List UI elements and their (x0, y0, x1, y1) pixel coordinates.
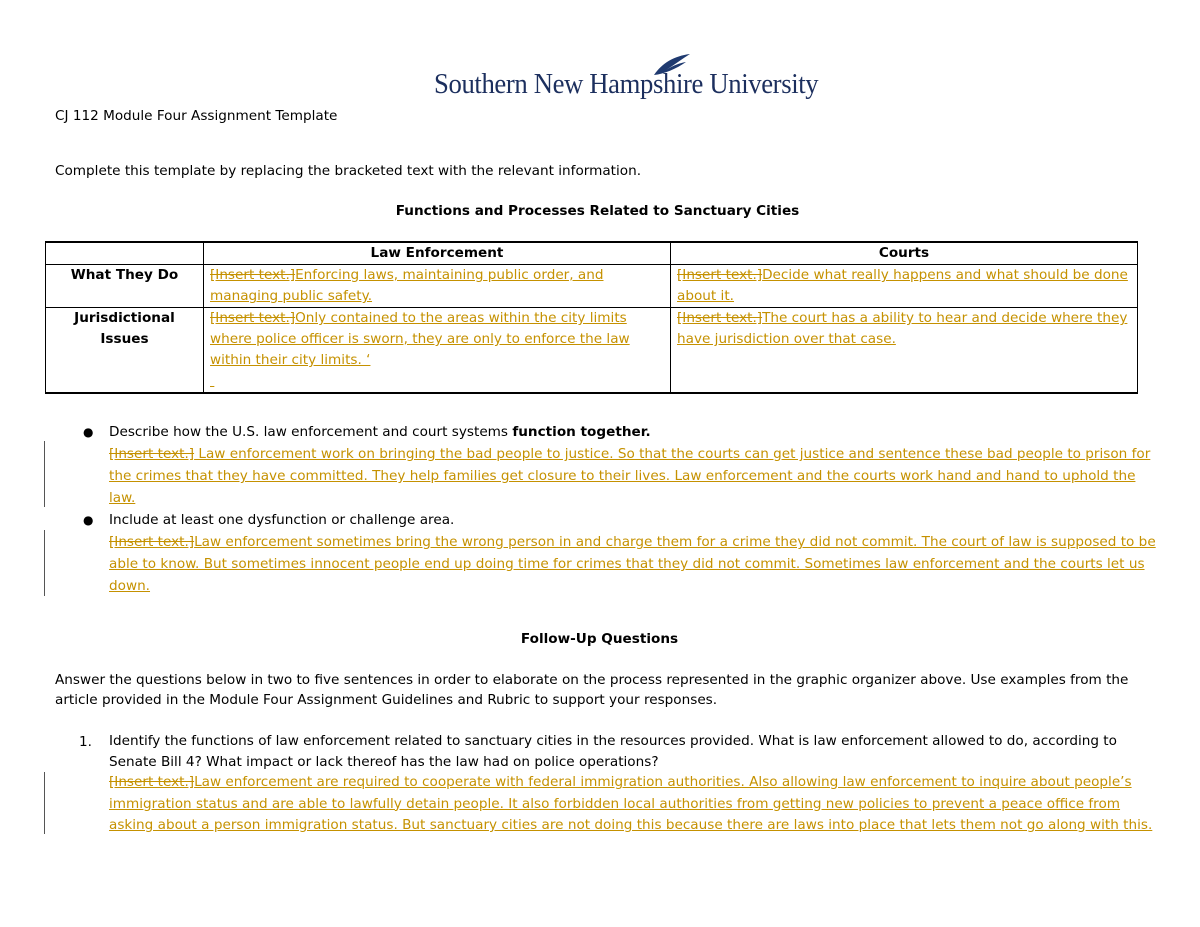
answer-text: have jurisdiction over that case. (677, 331, 896, 347)
answer-text[interactable]: immigration status and are able to lawfully detain people. It also forbidden local authorities from getting new policies to prevent a peace office from (109, 795, 1121, 812)
revision-bar (44, 772, 45, 834)
list-item (83, 421, 1156, 509)
instructions-text: Complete this template by replacing the bracketed text with the relevant information. (55, 163, 642, 179)
bullet-dot-icon: ● (83, 513, 94, 527)
answer-text[interactable]: asking about a person immigration status. But sanctuary cities are not doing this because there are laws into place that lets them not go along with this. (109, 817, 1153, 833)
functions-table (45, 241, 1138, 394)
row-label-what-they-do: What They Do (46, 265, 204, 308)
university-logo: Southern New Hampshire University (434, 68, 819, 100)
bullet-prompt: Describe how the U.S. law enforcement and court systems (109, 424, 513, 440)
answer-text: The court has a ability to hear and decide where they (762, 310, 1128, 326)
table-row (46, 308, 1138, 394)
placeholder-struck: [Insert text.] (109, 774, 195, 790)
placeholder-struck: [Insert text.] (109, 446, 195, 462)
row-label-jurisdictional-issues: Jurisdictional Issues (46, 308, 204, 394)
cell-law-jurisdictional[interactable] (204, 308, 671, 394)
placeholder-struck: [Insert text.] (677, 310, 763, 326)
answer-text: about it. (677, 288, 734, 304)
answer-text: Only contained to the areas within the city limits (295, 310, 627, 326)
cell-courts-what-they-do[interactable] (671, 265, 1138, 308)
answer-text: Decide what really happens and what should be done (762, 267, 1128, 283)
answer-text (210, 373, 214, 389)
cell-courts-jurisdictional[interactable] (671, 308, 1138, 394)
answer-text[interactable]: law. (109, 490, 136, 506)
follow-up-intro: Answer the questions below in two to five sentences in order to elaborate on the process represented in the graphic organizer above. Use examples from the (55, 672, 1129, 688)
follow-up-intro: article provided in the Module Four Assignment Guidelines and Rubric to support your responses. (55, 692, 718, 708)
table-row (46, 265, 1138, 308)
bullet-prompt-bold: function together (512, 424, 646, 440)
answer-text: managing public safety. (210, 288, 373, 304)
column-header-law-enforcement: Law Enforcement (204, 242, 671, 265)
bullet-list (83, 421, 1156, 597)
revision-bar (44, 530, 45, 596)
cell-law-what-they-do[interactable] (204, 265, 671, 308)
placeholder-struck: [Insert text.] (109, 534, 195, 550)
placeholder-struck: [Insert text.] (210, 310, 296, 326)
bullet-dot-icon: ● (83, 425, 94, 439)
list-item (83, 509, 1156, 597)
answer-text[interactable]: Law enforcement are required to cooperate with federal immigration authorities. Also allowing law enforcement to inquire about people’s (194, 774, 1132, 790)
list-item (79, 731, 1153, 837)
answer-text[interactable]: Law enforcement work on bringing the bad people to justice. So that the courts can get justice and sentence these bad people to prison for (194, 446, 1151, 462)
revision-bar (44, 441, 45, 507)
question-text: Identify the functions of law enforcement related to sanctuary cities in the resources provided. What is law enforcement allowed to do, according to (109, 733, 1117, 749)
section-heading-functions: Functions and Processes Related to Sanctuary Cities (395, 203, 800, 219)
bullet-prompt-end: . (645, 424, 651, 440)
answer-text: within their city limits. ‘ (210, 352, 371, 368)
question-text: Senate Bill 4? What impact or lack thereof has the law had on police operations? (109, 753, 659, 770)
placeholder-struck: [Insert text.] (677, 267, 763, 283)
bullet-prompt: Include at least one dysfunction or challenge area. (109, 512, 455, 528)
document-title: CJ 112 Module Four Assignment Template (55, 108, 338, 124)
placeholder-struck: [Insert text.] (210, 267, 296, 283)
answer-text[interactable]: Law enforcement sometimes bring the wrong person in and charge them for a crime they did not commit. The court of law is supposed to be (194, 534, 1156, 550)
section-heading-follow-up: Follow-Up Questions (520, 631, 679, 647)
answer-text[interactable]: the crimes that they have committed. They help families get closure to their lives. Law enforcement and the courts work hand and hand to uphold the (109, 468, 1136, 484)
answer-text: where police officer is sworn, they are only to enforce the law (210, 331, 630, 347)
answer-text: Enforcing laws, maintaining public order, and (295, 267, 604, 283)
question-number: 1. (79, 734, 92, 750)
question-list (79, 731, 1153, 837)
column-header-courts: Courts (671, 242, 1138, 265)
quill-leaf-icon (652, 53, 692, 77)
answer-text[interactable]: able to know. But sometimes innocent people end up doing time for crimes that they did not commit. Sometimes law enforcement and the courts let us (109, 556, 1145, 572)
table-corner-cell (46, 242, 204, 265)
answer-text[interactable]: down. (109, 578, 151, 594)
